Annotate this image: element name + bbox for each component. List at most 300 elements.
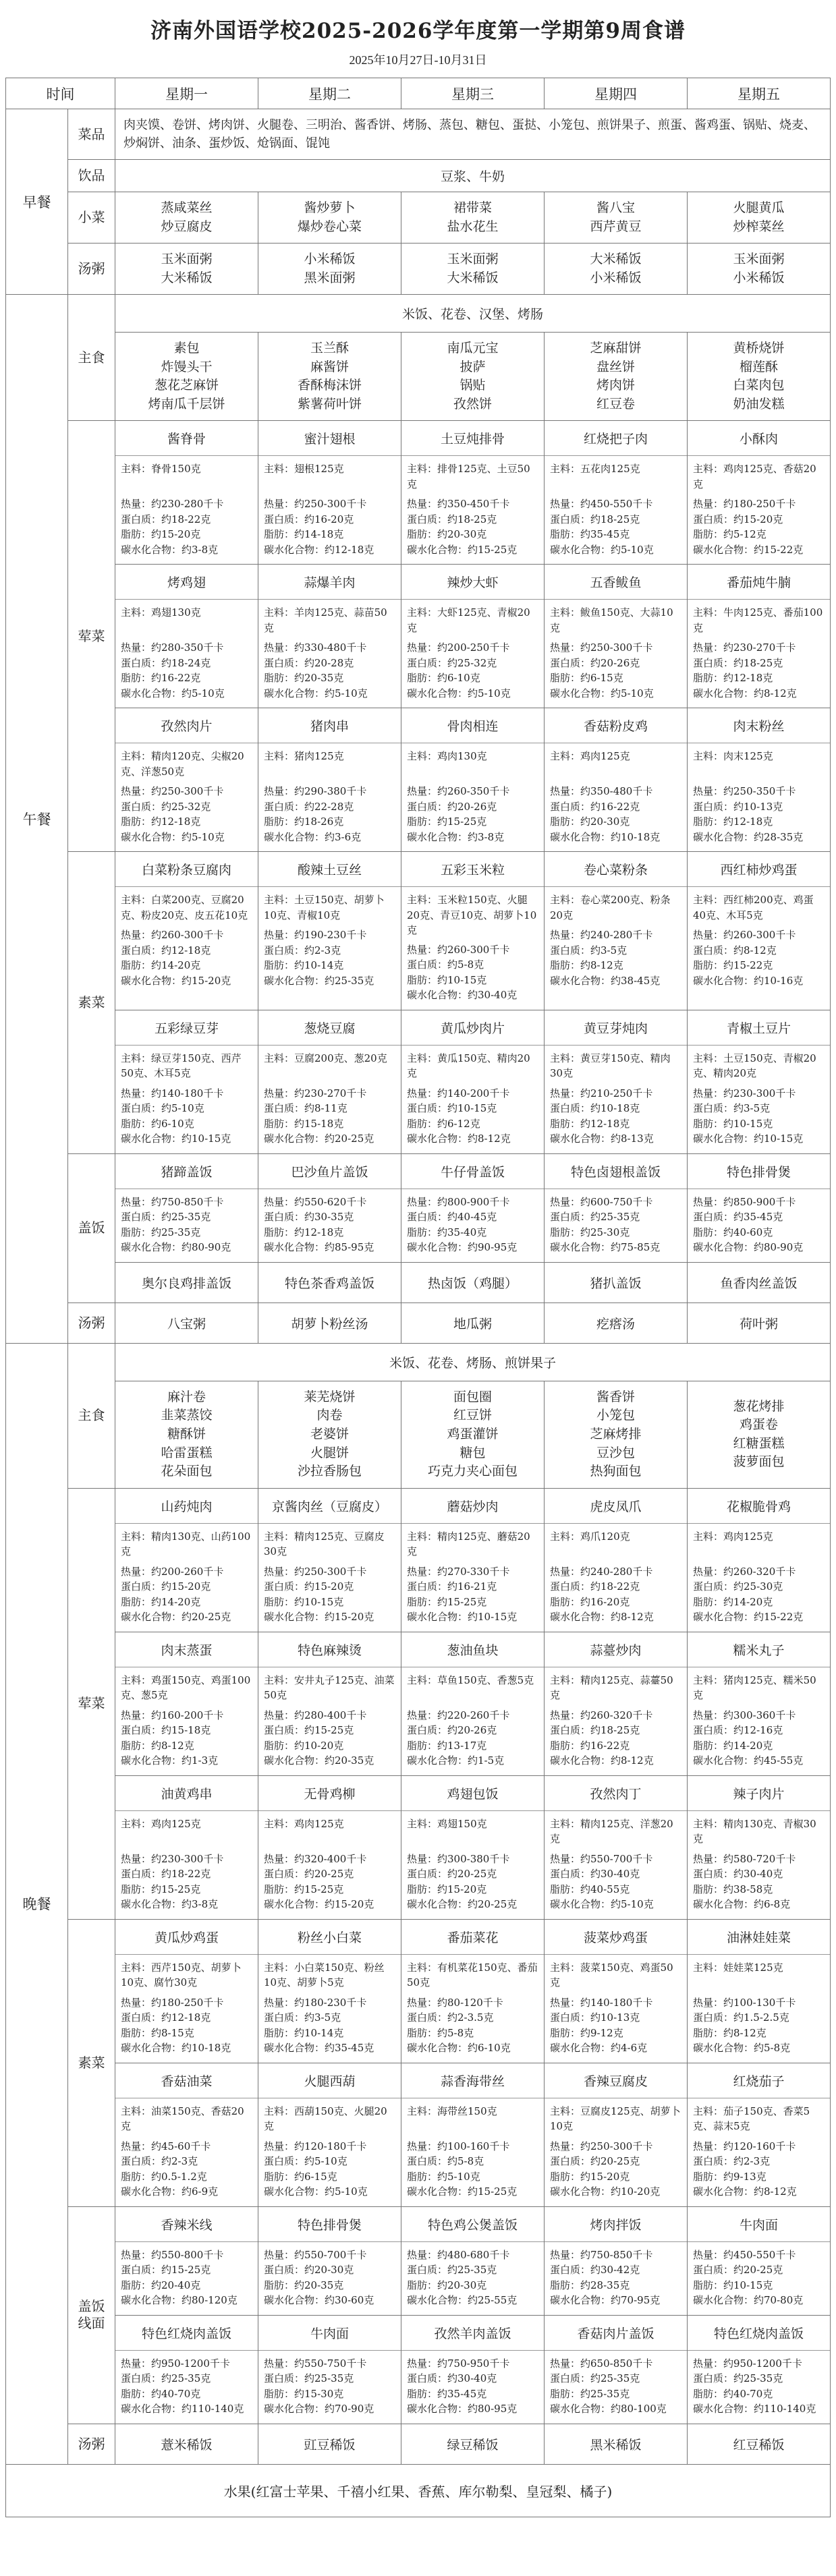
nutrition-carb: 碳水化合物：约70-80克 <box>693 2294 804 2307</box>
dish-details <box>545 456 687 564</box>
dish-cell <box>688 2063 831 2206</box>
dish-cell <box>115 708 258 852</box>
menu-item: 炒榨菜丝 <box>733 219 785 234</box>
dinner-row <box>6 1488 831 1632</box>
nutrition-fat: 脂肪：约10-15克 <box>693 1117 773 1130</box>
dish-name: 酸辣土豆丝 <box>258 852 401 887</box>
nutrition-info <box>121 784 252 845</box>
menu-item: 炒豆腐皮 <box>161 219 213 234</box>
nutrition-info <box>264 1195 395 1255</box>
dish-name: 五香鲅鱼 <box>545 565 687 600</box>
dish-cell <box>688 852 831 1010</box>
dish-name: 香辣豆腐皮 <box>545 2063 687 2098</box>
dish-ingredients: 主料：鸡肉125克、香菇20克 <box>693 463 816 490</box>
dish-details <box>115 2351 258 2424</box>
dish-details <box>545 600 687 708</box>
nutrition-heat: 热量：约160-200千卡 <box>121 1709 224 1721</box>
nutrition-heat: 热量：约230-280千卡 <box>121 498 224 511</box>
dish-name: 虎皮凤爪 <box>545 1489 687 1524</box>
dish-cell <box>545 1488 688 1632</box>
dish-details <box>115 1046 258 1153</box>
menu-item: 火腿黄瓜 <box>733 200 785 215</box>
nutrition-heat: 热量：约140-180千卡 <box>121 1087 224 1099</box>
breakfast-row <box>6 109 831 160</box>
nutrition-fat: 脂肪：约12-18克 <box>121 815 201 828</box>
dish-name: 糯米丸子 <box>688 1632 830 1667</box>
dish-name: 猪肉串 <box>258 708 401 743</box>
nutrition-heat: 热量：约140-200千卡 <box>407 1087 510 1099</box>
menu-item: 花朵面包 <box>161 1464 213 1479</box>
nutrition-info <box>407 2248 538 2308</box>
menu-item: 爆炒卷心菜 <box>297 219 362 234</box>
nutrition-info <box>264 1086 395 1147</box>
nutrition-heat: 热量：约230-300千卡 <box>121 1852 224 1865</box>
nutrition-fat: 脂肪：约12-18克 <box>693 815 773 828</box>
dish-details <box>688 600 830 708</box>
dish-ingredients: 主料：西红柿200克、鸡蛋40克、木耳5克 <box>693 894 814 921</box>
nutrition-carb: 碳水化合物：约30-40克 <box>407 989 518 1002</box>
nutrition-fat: 脂肪：约15-22克 <box>693 959 773 972</box>
dish-cell <box>115 421 258 565</box>
menu-item: 玉米面粥 <box>447 252 499 267</box>
side-dish-cell <box>545 192 688 244</box>
lunch-row <box>6 708 831 852</box>
nutrition-heat: 热量：约550-620千卡 <box>264 1195 367 1208</box>
menu-item: 小笼包 <box>596 1408 635 1423</box>
nutrition-info <box>121 2248 252 2308</box>
nutrition-carb: 碳水化合物：约8-12克 <box>693 687 797 699</box>
nutrition-carb: 碳水化合物：约80-120克 <box>121 2294 238 2307</box>
nutrition-info <box>550 1708 681 1769</box>
dish-ingredients: 主料：鸡肉130克 <box>407 750 487 763</box>
menu-item: 麻汁卷 <box>167 1389 206 1404</box>
dish-details <box>401 1524 544 1632</box>
soup-cell: 薏米稀饭 <box>115 2424 258 2464</box>
nutrition-info <box>550 2248 681 2308</box>
dish-cell <box>258 708 401 852</box>
menu-item: 酱香饼 <box>596 1389 635 1404</box>
dish-name: 葱油鱼块 <box>401 1632 544 1667</box>
dish-cell <box>688 1632 831 1775</box>
nutrition-info <box>121 1564 252 1625</box>
dish-details <box>688 2242 830 2315</box>
dish-details <box>688 1811 830 1919</box>
nutrition-carb: 碳水化合物：约10-15克 <box>693 1133 804 1145</box>
menu-item: 老婆饼 <box>310 1426 349 1441</box>
dish-ingredients: 主料：鸡肉125克 <box>693 1530 773 1543</box>
dish-details <box>545 2242 687 2315</box>
dish-details <box>258 2098 401 2206</box>
dish-details <box>688 1524 830 1632</box>
staple-common: 米饭、花卷、汉堡、烤肠 <box>115 295 831 333</box>
menu-item: 红豆卷 <box>596 396 635 411</box>
dish-cell <box>258 565 401 708</box>
menu-item: 肉卷 <box>316 1408 343 1423</box>
nutrition-carb: 碳水化合物：约15-22克 <box>693 1611 804 1624</box>
nutrition-info <box>407 1195 538 1255</box>
nutrition-protein: 蛋白质：约3-5克 <box>693 1102 771 1115</box>
nutrition-info <box>264 927 395 988</box>
nutrition-protein: 蛋白质：约10-13克 <box>693 800 783 813</box>
menu-item: 哈雷蛋糕 <box>161 1445 213 1460</box>
nutrition-fat: 脂肪：约14-20克 <box>693 1595 773 1608</box>
nutrition-carb: 碳水化合物：约12-18克 <box>264 543 374 556</box>
nutrition-fat: 脂肪：约10-14克 <box>264 2026 344 2039</box>
lunch-row <box>6 1010 831 1153</box>
congee-cell <box>115 244 258 295</box>
nutrition-heat: 热量：约350-450千卡 <box>407 498 510 511</box>
category-label: 盖饭 <box>68 1153 115 1303</box>
nutrition-carb: 碳水化合物：约5-10克 <box>264 687 368 699</box>
dish-details <box>258 2242 401 2315</box>
nutrition-fat: 脂肪：约15-20克 <box>121 528 201 541</box>
nutrition-heat: 热量：约550-800千卡 <box>121 2248 224 2261</box>
dish-cell <box>115 2206 258 2315</box>
nutrition-protein: 蛋白质：约16-20克 <box>264 513 354 525</box>
staple-cell <box>545 1381 688 1488</box>
nutrition-carb: 碳水化合物：约3-6克 <box>264 830 362 843</box>
dish-ingredients: 主料：羊肉125克、蒜苗50克 <box>264 606 387 634</box>
dish-details <box>545 1189 687 1262</box>
dish-cell <box>401 1488 545 1632</box>
dish-details <box>688 1189 830 1262</box>
nutrition-info <box>550 784 681 845</box>
nutrition-fat: 脂肪：约40-60克 <box>693 1226 773 1238</box>
nutrition-fat: 脂肪：约9-12克 <box>550 2026 623 2039</box>
dish-cell <box>115 1488 258 1632</box>
nutrition-protein: 蛋白质：约18-22克 <box>121 1868 211 1881</box>
category-label: 汤粥 <box>68 244 115 295</box>
nutrition-info <box>264 2139 395 2200</box>
category-label: 小菜 <box>68 192 115 244</box>
dish-cell <box>258 1632 401 1775</box>
dish-cell <box>545 2206 688 2315</box>
category-label: 汤粥 <box>68 2424 115 2464</box>
dish-name: 蒜爆羊肉 <box>258 565 401 600</box>
dish-name: 孜然肉片 <box>115 708 258 743</box>
nutrition-info <box>407 2139 538 2200</box>
dish-name: 香菇粉皮鸡 <box>545 708 687 743</box>
dish-name: 五彩玉米粒 <box>401 852 544 887</box>
rice-extra-cell: 猪扒盖饭 <box>545 1262 688 1303</box>
dish-details <box>258 887 401 995</box>
dish-ingredients: 主料：油菜150克、香菇20克 <box>121 2105 244 2133</box>
nutrition-fat: 脂肪：约20-35克 <box>264 2279 344 2291</box>
lunch-row <box>6 421 831 565</box>
rice-extra-cell: 特色茶香鸡盖饭 <box>258 1262 401 1303</box>
dish-name: 牛肉面 <box>258 2316 401 2351</box>
menu-item: 热狗面包 <box>590 1464 642 1479</box>
dish-name: 特色麻辣烫 <box>258 1632 401 1667</box>
nutrition-info <box>407 1995 538 2056</box>
nutrition-carb: 碳水化合物：约10-18克 <box>550 830 661 843</box>
nutrition-carb: 碳水化合物：约8-12克 <box>407 1133 511 1145</box>
nutrition-info <box>550 640 681 701</box>
dish-cell <box>258 1010 401 1153</box>
nutrition-fat: 脂肪：约10-15克 <box>264 1595 344 1608</box>
nutrition-carb: 碳水化合物：约70-95克 <box>550 2294 661 2307</box>
nutrition-fat: 脂肪：约35-40克 <box>407 1226 487 1238</box>
nutrition-info <box>693 2356 825 2417</box>
soup-cell: 绿豆稀饭 <box>401 2424 545 2464</box>
nutrition-carb: 碳水化合物：约5-10克 <box>407 687 511 699</box>
nutrition-fat: 脂肪：约14-20克 <box>121 1595 201 1608</box>
nutrition-fat: 脂肪：约8-15克 <box>121 2026 194 2039</box>
nutrition-fat: 脂肪：约10-20克 <box>264 1739 344 1752</box>
dish-name: 白菜粉条豆腐肉 <box>115 852 258 887</box>
nutrition-protein: 蛋白质：约2-3克 <box>264 944 341 956</box>
dish-details <box>545 1811 687 1919</box>
dish-name: 五彩绿豆芽 <box>115 1010 258 1046</box>
menu-item: 麻酱饼 <box>310 359 349 374</box>
menu-item: 孜然饼 <box>453 396 492 411</box>
menu-item: 炸馒头干 <box>161 359 213 374</box>
menu-item: 大米稀饭 <box>590 252 642 267</box>
nutrition-protein: 蛋白质：约20-25克 <box>407 1868 497 1881</box>
dish-cell <box>401 1919 545 2063</box>
dish-ingredients: 主料：菠菜150克、鸡蛋50克 <box>550 1961 673 1989</box>
menu-item: 葱花烤排 <box>733 1398 785 1414</box>
nutrition-info <box>693 927 825 988</box>
nutrition-carb: 碳水化合物：约20-25克 <box>264 1133 374 1145</box>
nutrition-fat: 脂肪：约12-18克 <box>264 1226 344 1238</box>
nutrition-heat: 热量：约260-320千卡 <box>550 1709 653 1721</box>
dish-name: 酱脊骨 <box>115 421 258 456</box>
dish-cell <box>545 1632 688 1775</box>
nutrition-fat: 脂肪：约10-15克 <box>693 2279 773 2291</box>
fruit-row <box>6 2464 831 2517</box>
dish-cell <box>258 1775 401 1919</box>
nutrition-info <box>550 1564 681 1625</box>
nutrition-carb: 碳水化合物：约80-90克 <box>693 1241 804 1254</box>
dish-name: 青椒土豆片 <box>688 1010 830 1046</box>
meal-label: 午餐 <box>6 295 68 1344</box>
rice-extra-cell: 奥尔良鸡排盖饭 <box>115 1262 258 1303</box>
nutrition-fat: 脂肪：约15-20克 <box>407 1883 487 1895</box>
nutrition-info <box>693 640 825 701</box>
nutrition-info <box>264 496 395 557</box>
dish-ingredients: 主料：黄豆芽150克、精肉30克 <box>550 1052 671 1080</box>
nutrition-fat: 脂肪：约25-30克 <box>550 1226 630 1238</box>
dish-details <box>115 2098 258 2206</box>
menu-item: 盘丝饼 <box>596 359 635 374</box>
nutrition-protein: 蛋白质：约12-16克 <box>693 1724 783 1737</box>
menu-item: 奶油发糕 <box>733 396 785 411</box>
nutrition-heat: 热量：约270-330千卡 <box>407 1565 510 1578</box>
nutrition-heat: 热量：约260-300千卡 <box>407 943 510 956</box>
soup-cell: 红豆稀饭 <box>688 2424 831 2464</box>
dish-cell <box>545 565 688 708</box>
dish-ingredients: 主料：卷心菜200克、粉条20克 <box>550 894 671 921</box>
staple-cell <box>688 333 831 421</box>
nutrition-protein: 蛋白质：约25-35克 <box>407 2264 497 2277</box>
header-time: 时间 <box>6 78 115 109</box>
dish-cell <box>545 1919 688 2063</box>
nutrition-fat: 脂肪：约14-18克 <box>264 528 344 541</box>
dish-cell <box>401 1632 545 1775</box>
nutrition-info <box>693 784 825 845</box>
nutrition-protein: 蛋白质：约5-8克 <box>407 2155 484 2168</box>
nutrition-carb: 碳水化合物：约15-20克 <box>264 1898 374 1911</box>
menu-item: 玉米面粥 <box>161 252 213 267</box>
dish-cell <box>258 2206 401 2315</box>
nutrition-heat: 热量：约280-350千卡 <box>121 641 224 654</box>
nutrition-heat: 热量：约200-260千卡 <box>121 1565 224 1578</box>
nutrition-heat: 热量：约450-550千卡 <box>550 498 653 511</box>
nutrition-protein: 蛋白质：约25-35克 <box>121 2372 211 2385</box>
dish-ingredients: 主料：有机菜花150克、番茄50克 <box>407 1961 538 1989</box>
dish-ingredients: 主料：精肉130克、青椒30克 <box>693 1817 816 1845</box>
nutrition-protein: 蛋白质：约2-3克 <box>121 2155 198 2168</box>
dish-name: 香菇油菜 <box>115 2063 258 2098</box>
dish-cell <box>688 565 831 708</box>
nutrition-carb: 碳水化合物：约15-22克 <box>693 543 804 556</box>
nutrition-protein: 蛋白质：约30-35克 <box>264 1211 354 1224</box>
dish-name: 孜然肉丁 <box>545 1776 687 1811</box>
menu-item: 芝麻烤排 <box>590 1426 642 1441</box>
category-label: 素菜 <box>68 1919 115 2206</box>
nutrition-carb: 碳水化合物：约5-10克 <box>264 2185 368 2198</box>
nutrition-heat: 热量：约950-1200千卡 <box>121 2357 230 2370</box>
menu-item: 黑米面粥 <box>304 270 356 285</box>
menu-item: 大米稀饭 <box>447 270 499 285</box>
nutrition-info <box>407 2356 538 2417</box>
dish-details <box>545 2098 687 2206</box>
nutrition-fat: 脂肪：约35-45克 <box>407 2387 487 2400</box>
soup-cell: 地瓜粥 <box>401 1303 545 1343</box>
nutrition-protein: 蛋白质：约16-21克 <box>407 1580 497 1593</box>
nutrition-carb: 碳水化合物：约20-25克 <box>407 1898 518 1911</box>
menu-item: 芝麻甜饼 <box>590 341 642 356</box>
dish-name: 番茄菜花 <box>401 1920 544 1955</box>
nutrition-protein: 蛋白质：约15-20克 <box>121 1580 211 1593</box>
nutrition-heat: 热量：约280-400千卡 <box>264 1709 367 1721</box>
nutrition-fat: 脂肪：约40-70克 <box>121 2387 201 2400</box>
dish-name: 卷心菜粉条 <box>545 852 687 887</box>
dish-name: 辣炒大虾 <box>401 565 544 600</box>
dish-ingredients: 主料：草鱼150克、香葱5克 <box>407 1673 534 1686</box>
congee-cell <box>545 244 688 295</box>
dish-name: 黄瓜炒鸡蛋 <box>115 1920 258 1955</box>
dish-ingredients: 主料：翅根125克 <box>264 463 344 476</box>
nutrition-info <box>121 2139 252 2200</box>
nutrition-heat: 热量：约45-60千卡 <box>121 2140 211 2152</box>
nutrition-info <box>121 1708 252 1769</box>
dish-cell <box>688 2315 831 2424</box>
soup-cell: 疙瘩汤 <box>545 1303 688 1343</box>
nutrition-info <box>264 2248 395 2308</box>
nutrition-heat: 热量：约950-1200千卡 <box>693 2357 802 2370</box>
nutrition-info <box>693 1086 825 1147</box>
nutrition-carb: 碳水化合物：约4-6克 <box>550 2042 648 2055</box>
nutrition-carb: 碳水化合物：约110-140克 <box>693 2403 816 2415</box>
breakfast-row <box>6 160 831 192</box>
nutrition-protein: 蛋白质：约20-25克 <box>264 1868 354 1881</box>
nutrition-protein: 蛋白质：约30-40克 <box>550 1868 640 1881</box>
nutrition-carb: 碳水化合物：约90-95克 <box>407 1241 518 1254</box>
dish-cell <box>688 1488 831 1632</box>
dish-cell <box>688 1919 831 2063</box>
dish-ingredients: 主料：精肉125克、蘑菇20克 <box>407 1530 530 1558</box>
dish-details <box>688 1955 830 2063</box>
dish-details <box>115 743 258 851</box>
lunch-row <box>6 333 831 421</box>
nutrition-heat: 热量：约350-480千卡 <box>550 785 653 798</box>
nutrition-protein: 蛋白质：约15-20克 <box>693 513 783 525</box>
date-range: 2025年10月27日-10月31日 <box>349 53 487 67</box>
nutrition-heat: 热量：约230-270千卡 <box>693 641 796 654</box>
dish-ingredients: 主料：绿豆芽150克、西芹50克、木耳5克 <box>121 1052 242 1080</box>
dish-name: 番茄炖牛腩 <box>688 565 830 600</box>
dish-ingredients: 主料：鸡肉125克 <box>264 1817 344 1830</box>
nutrition-carb: 碳水化合物：约15-20克 <box>264 1611 374 1624</box>
dish-ingredients: 主料：鸡翅130克 <box>121 606 201 619</box>
nutrition-fat: 脂肪：约8-12克 <box>121 1739 194 1752</box>
nutrition-info <box>693 1708 825 1769</box>
dish-cell <box>258 1488 401 1632</box>
nutrition-protein: 蛋白质：约25-35克 <box>550 2372 640 2385</box>
dish-ingredients: 主料：脊骨150克 <box>121 463 201 476</box>
dish-cell <box>545 852 688 1010</box>
nutrition-protein: 蛋白质：约25-32克 <box>407 656 497 669</box>
dish-name: 葱烧豆腐 <box>258 1010 401 1046</box>
nutrition-heat: 热量：约240-280千卡 <box>550 929 653 942</box>
nutrition-heat: 热量：约750-850千卡 <box>550 2248 653 2261</box>
nutrition-heat: 热量：约250-300千卡 <box>550 641 653 654</box>
dish-details <box>258 456 401 564</box>
nutrition-carb: 碳水化合物：约10-20克 <box>550 2185 661 2198</box>
menu-item: 南瓜元宝 <box>447 341 499 356</box>
nutrition-heat: 热量：约250-300千卡 <box>121 785 224 798</box>
dish-ingredients: 主料：大虾125克、青椒20克 <box>407 606 530 634</box>
nutrition-carb: 碳水化合物：约10-18克 <box>121 2042 231 2055</box>
nutrition-protein: 蛋白质：约20-25克 <box>693 2264 783 2277</box>
dish-cell <box>401 565 545 708</box>
dish-ingredients: 主料：鸡肉125克 <box>121 1817 201 1830</box>
congee-cell <box>688 244 831 295</box>
nutrition-fat: 脂肪：约5-8克 <box>407 2026 474 2039</box>
nutrition-fat: 脂肪：约5-12克 <box>693 528 767 541</box>
dish-ingredients: 主料：鸡爪120克 <box>550 1530 630 1543</box>
dish-cell <box>115 852 258 1010</box>
menu-item: 沙拉香肠包 <box>297 1464 362 1479</box>
dish-cell <box>115 1775 258 1919</box>
nutrition-info <box>264 1564 395 1625</box>
soup-cell: 八宝粥 <box>115 1303 258 1343</box>
nutrition-heat: 热量：约260-320千卡 <box>693 1565 796 1578</box>
dish-details <box>401 1189 544 1262</box>
nutrition-protein: 蛋白质：约8-12克 <box>693 944 777 956</box>
dinner-row <box>6 1343 831 1381</box>
dish-cell <box>688 1010 831 1153</box>
nutrition-protein: 蛋白质：约35-45克 <box>693 1211 783 1224</box>
dish-ingredients: 主料：西芹150克、胡萝卜10克、腐竹30克 <box>121 1961 242 1989</box>
nutrition-protein: 蛋白质：约30-40克 <box>407 2372 497 2385</box>
nutrition-protein: 蛋白质：约2-3.5克 <box>407 2011 494 2024</box>
dish-details <box>258 1189 401 1262</box>
nutrition-heat: 热量：约120-160千卡 <box>693 2140 796 2152</box>
dish-cell <box>545 421 688 565</box>
staple-cell <box>401 333 545 421</box>
nutrition-info <box>121 1086 252 1147</box>
dish-name: 烤肉拌饭 <box>545 2207 687 2242</box>
dish-name: 牛仔骨盖饭 <box>401 1154 544 1189</box>
dish-details <box>115 1667 258 1775</box>
nutrition-info <box>121 496 252 557</box>
category-label: 主食 <box>68 1343 115 1488</box>
soup-cell: 荷叶粥 <box>688 1303 831 1343</box>
nutrition-info <box>407 1086 538 1147</box>
